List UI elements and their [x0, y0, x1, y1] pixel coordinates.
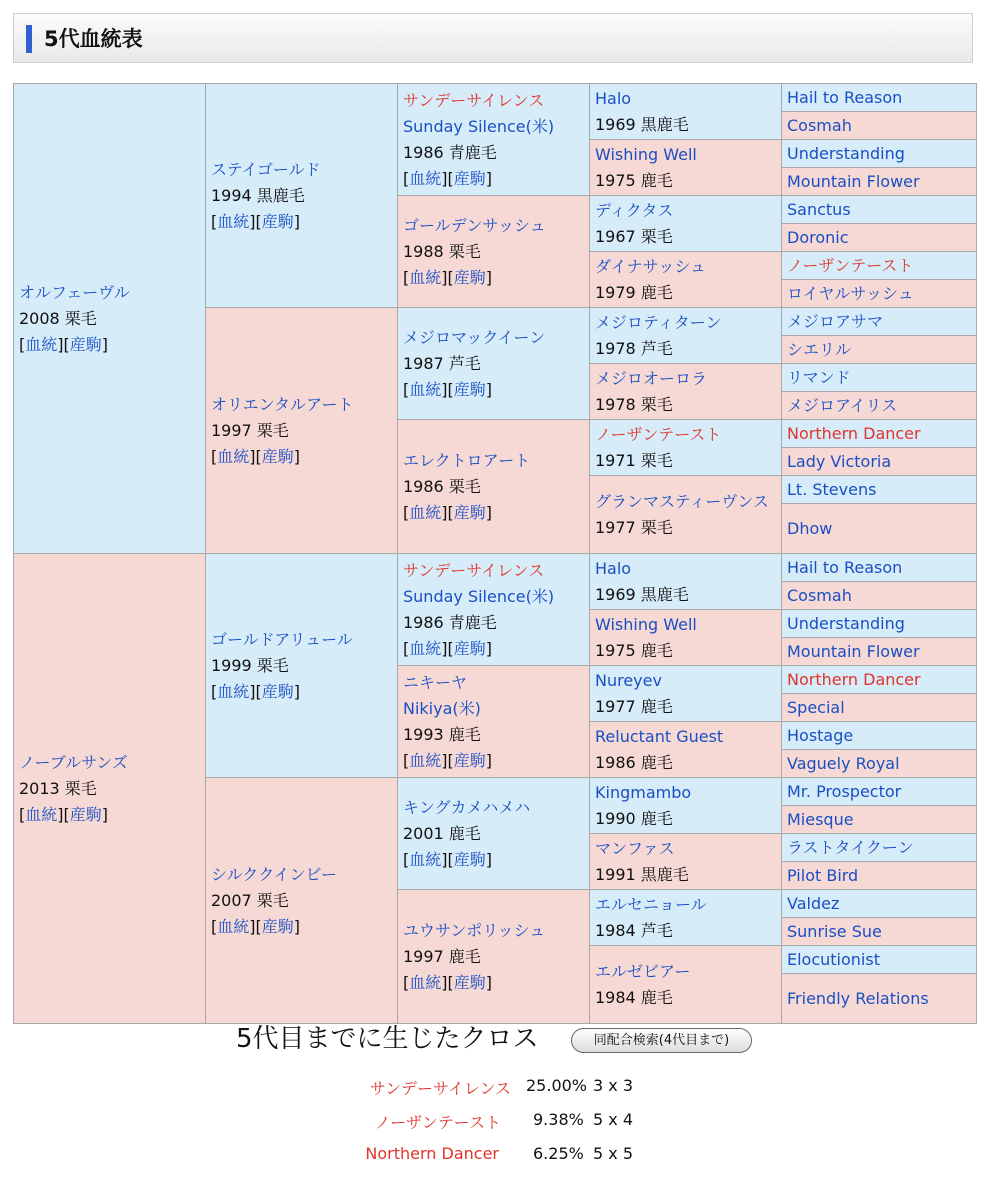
horse-name[interactable]: Miesque [787, 809, 854, 829]
pedigree-cell-gen5 [782, 84, 977, 112]
horse-name[interactable]: サンデーサイレンス [403, 90, 545, 110]
horse-name[interactable]: メジロティターン [595, 312, 722, 332]
horse-info: 1986 鹿毛 [595, 752, 673, 772]
pedigree-link[interactable]: 血統 [409, 168, 442, 188]
pedigree-cell-gen5 [782, 890, 977, 918]
horse-name[interactable]: ノーザンテースト [595, 424, 722, 444]
horse-name[interactable]: Doronic [787, 227, 849, 247]
pedigree-row [14, 554, 977, 582]
horse-name[interactable]: ノーブルサンズ [19, 752, 128, 772]
pedigree-cell-gen2 [206, 778, 398, 1024]
pedigree-cell-gen4 [590, 610, 782, 666]
horse-info: 1986 青鹿毛 [403, 142, 497, 162]
horse-info: 1975 鹿毛 [595, 170, 673, 190]
pedigree-cell-gen4 [590, 364, 782, 420]
pedigree-cell-gen2 [206, 84, 398, 308]
horse-name[interactable]: ダイナサッシュ [595, 256, 707, 276]
pedigree-link[interactable]: 血統 [217, 681, 250, 701]
horse-name[interactable]: Hostage [787, 725, 854, 745]
pedigree-links: [血統][産駒] [19, 804, 109, 824]
offspring-link[interactable]: 産駒 [453, 502, 486, 522]
cross-generation: 5 x 4 [593, 1110, 633, 1129]
pedigree-cell-gen5 [782, 694, 977, 722]
pedigree-links: [血統][産駒] [211, 446, 301, 466]
pedigree-cell-gen5 [782, 280, 977, 308]
pedigree-cell-gen5 [782, 806, 977, 834]
horse-info: 2007 栗毛 [211, 890, 289, 910]
cross-percent: 6.25% [533, 1144, 584, 1163]
offspring-link[interactable]: 産駒 [453, 168, 486, 188]
pedigree-row [14, 84, 977, 112]
horse-name[interactable]: Elocutionist [787, 949, 880, 969]
pedigree-links: [血統][産駒] [403, 379, 493, 399]
pedigree-cell-gen1 [14, 554, 206, 1024]
horse-name[interactable]: Hail to Reason [787, 87, 903, 107]
pedigree-cell-gen4 [590, 778, 782, 834]
pedigree-cell-gen3 [398, 196, 590, 308]
cross-title: 5代目までに生じたクロス [236, 1024, 539, 1054]
pedigree-cell-gen5 [782, 974, 977, 1024]
pedigree-links: [血統][産駒] [211, 211, 301, 231]
horse-info: 1969 黒鹿毛 [595, 584, 689, 604]
pedigree-cell-gen4 [590, 946, 782, 1024]
cross-generation: 5 x 5 [593, 1144, 633, 1163]
pedigree-links: [血統][産駒] [403, 267, 493, 287]
horse-name[interactable]: Halo [595, 88, 632, 108]
horse-name[interactable]: Wishing Well [595, 614, 697, 634]
offspring-link[interactable]: 産駒 [453, 379, 486, 399]
pedigree-cell-gen4 [590, 890, 782, 946]
horse-name[interactable]: Nureyev [595, 670, 662, 690]
horse-name[interactable]: ロイヤルサッシュ [787, 283, 914, 303]
pedigree-link[interactable]: 血統 [25, 334, 58, 354]
horse-name[interactable]: エルセニョール [595, 894, 707, 914]
offspring-link[interactable]: 産駒 [261, 916, 294, 936]
pedigree-cell-gen3 [398, 554, 590, 666]
horse-name[interactable]: オリエンタルアート [211, 394, 354, 414]
horse-name[interactable]: Understanding [787, 613, 905, 633]
horse-name[interactable]: ゴールデンサッシュ [403, 215, 546, 235]
pedigree-cell-gen5 [782, 834, 977, 862]
horse-name[interactable]: Halo [595, 558, 632, 578]
horse-info: 1990 鹿毛 [595, 808, 673, 828]
pedigree-links: [血統][産駒] [403, 972, 493, 992]
horse-name[interactable]: サンデーサイレンス [403, 560, 545, 580]
pedigree-cell-gen5 [782, 476, 977, 504]
section-header [13, 13, 973, 63]
horse-name[interactable]: Reluctant Guest [595, 726, 724, 746]
pedigree-cell-gen4 [590, 420, 782, 476]
horse-name[interactable]: Kingmambo [595, 782, 692, 802]
offspring-link[interactable]: 産駒 [453, 638, 486, 658]
pedigree-link[interactable]: 血統 [409, 849, 442, 869]
offspring-link[interactable]: 産駒 [453, 849, 486, 869]
horse-info: 1969 黒鹿毛 [595, 114, 689, 134]
pedigree-cell-gen5 [782, 504, 977, 554]
pedigree-links: [血統][産駒] [211, 681, 301, 701]
horse-info: 1987 芦毛 [403, 353, 481, 373]
pedigree-cell-gen5 [782, 224, 977, 252]
pedigree-cell-gen5 [782, 364, 977, 392]
pedigree-cell-gen4 [590, 834, 782, 890]
horse-name[interactable]: グランマスティーヴンス [595, 491, 769, 511]
horse-info: 1986 青鹿毛 [403, 612, 497, 632]
pedigree-link[interactable]: 血統 [409, 502, 442, 522]
horse-name[interactable]: Dhow [787, 518, 833, 538]
pedigree-cell-gen3 [398, 890, 590, 1024]
pedigree-link[interactable]: 血統 [25, 804, 58, 824]
pedigree-cell-gen3 [398, 84, 590, 196]
horse-info: 1967 栗毛 [595, 226, 673, 246]
pedigree-link[interactable]: 血統 [217, 446, 250, 466]
pedigree-cell-gen3 [398, 666, 590, 778]
horse-name[interactable]: ノーザンテースト [787, 255, 914, 275]
pedigree-cell-gen4 [590, 666, 782, 722]
cross-horse-name[interactable]: ノーザンテースト [374, 1113, 501, 1132]
pedigree-cell-gen4 [590, 140, 782, 196]
horse-name[interactable]: ディクタス [595, 200, 674, 220]
horse-name[interactable]: Hail to Reason [787, 557, 903, 577]
horse-info: 1977 栗毛 [595, 517, 673, 537]
horse-name[interactable]: シルククインビー [211, 864, 337, 884]
horse-name[interactable]: Cosmah [787, 115, 852, 135]
pedigree-cell-gen3 [398, 308, 590, 420]
horse-name[interactable]: Special [787, 697, 845, 717]
cross-generation: 3 x 3 [593, 1076, 633, 1095]
pedigree-cell-gen5 [782, 168, 977, 196]
page-title: 5代血統表 [44, 27, 143, 51]
offspring-link[interactable]: 産駒 [261, 681, 294, 701]
horse-info: 1991 黒鹿毛 [595, 864, 689, 884]
horse-info: 2001 鹿毛 [403, 823, 481, 843]
cross-horse-name[interactable]: サンデーサイレンス [369, 1079, 511, 1098]
horse-name[interactable]: オルフェーヴル [19, 282, 130, 302]
pedigree-cell-gen5 [782, 336, 977, 364]
horse-info: 1997 鹿毛 [403, 946, 481, 966]
pedigree-cell-gen4 [590, 308, 782, 364]
pedigree-cell-gen5 [782, 112, 977, 140]
horse-info: 1997 栗毛 [211, 420, 289, 440]
pedigree-cell-gen5 [782, 946, 977, 974]
horse-name[interactable]: ユウサンポリッシュ [403, 920, 546, 940]
horse-info: 1978 栗毛 [595, 394, 673, 414]
horse-name[interactable]: Northern Dancer [787, 669, 921, 689]
pedigree-cell-gen5 [782, 918, 977, 946]
horse-info: 1999 栗毛 [211, 655, 289, 675]
horse-name[interactable]: Vaguely Royal [787, 753, 900, 773]
pedigree-cell-gen5 [782, 722, 977, 750]
horse-info: 1977 鹿毛 [595, 696, 673, 716]
pedigree-cell-gen5 [782, 140, 977, 168]
pedigree-cell-gen5 [782, 420, 977, 448]
pedigree-cell-gen5 [782, 252, 977, 280]
pedigree-cell-gen4 [590, 252, 782, 308]
pedigree-cell-gen5 [782, 750, 977, 778]
horse-name[interactable]: メジロアサマ [787, 311, 884, 331]
horse-name[interactable]: ニキーヤ [403, 672, 468, 692]
pedigree-table [13, 83, 977, 1024]
pedigree-cell-gen3 [398, 420, 590, 554]
header-accent-bar [26, 25, 32, 53]
pedigree-links: [血統][産駒] [403, 750, 493, 770]
horse-name[interactable]: Mountain Flower [787, 171, 920, 191]
horse-name[interactable]: Mountain Flower [787, 641, 920, 661]
horse-name[interactable]: Wishing Well [595, 144, 697, 164]
horse-name[interactable]: Lt. Stevens [787, 479, 877, 499]
horse-info: 2008 栗毛 [19, 308, 97, 328]
pedigree-cell-gen2 [206, 554, 398, 778]
horse-info: 1986 栗毛 [403, 476, 481, 496]
pedigree-cell-gen5 [782, 392, 977, 420]
horse-name[interactable]: メジロアイリス [787, 395, 898, 415]
pedigree-link[interactable]: 血統 [409, 267, 442, 287]
horse-name[interactable]: Mr. Prospector [787, 781, 902, 801]
horse-name[interactable]: ステイゴールド [211, 159, 321, 179]
cross-percent: 9.38% [533, 1110, 584, 1129]
pedigree-cell-gen5 [782, 666, 977, 694]
cross-percent: 25.00% [526, 1076, 588, 1095]
pedigree-link[interactable]: 血統 [217, 916, 250, 936]
pedigree-links: [血統][産駒] [403, 849, 493, 869]
same-cross-search-button[interactable]: 同配合検索(4代目まで) [571, 1028, 752, 1053]
pedigree-links: [血統][産駒] [211, 916, 301, 936]
horse-name[interactable]: メジロマックイーン [403, 327, 546, 347]
horse-name[interactable]: リマンド [787, 367, 851, 387]
horse-name[interactable]: Sanctus [787, 199, 851, 219]
horse-name[interactable]: Pilot Bird [787, 865, 859, 885]
horse-info: 1979 鹿毛 [595, 282, 673, 302]
pedigree-cell-gen5 [782, 308, 977, 336]
horse-name[interactable]: Valdez [787, 893, 840, 913]
horse-name[interactable]: メジロオーロラ [595, 368, 708, 388]
horse-name[interactable]: エルゼビアー [595, 961, 691, 981]
horse-name-en[interactable]: Sunday Silence(米) [403, 586, 555, 606]
pedigree-links: [血統][産駒] [19, 334, 109, 354]
horse-info: 1993 鹿毛 [403, 724, 481, 744]
pedigree-link[interactable]: 血統 [409, 750, 442, 770]
pedigree-cell-gen5 [782, 610, 977, 638]
pedigree-cell-gen5 [782, 196, 977, 224]
offspring-link[interactable]: 産駒 [69, 804, 102, 824]
offspring-link[interactable]: 産駒 [261, 446, 294, 466]
pedigree-link[interactable]: 血統 [217, 211, 250, 231]
pedigree-cell-gen2 [206, 308, 398, 554]
pedigree-cell-gen5 [782, 582, 977, 610]
horse-info: 1978 芦毛 [595, 338, 673, 358]
horse-name[interactable]: Friendly Relations [787, 988, 929, 1008]
horse-info: 1975 鹿毛 [595, 640, 673, 660]
horse-name[interactable]: ラストタイクーン [787, 837, 914, 857]
pedigree-cell-gen5 [782, 448, 977, 476]
horse-name[interactable]: キングカメハメハ [403, 797, 531, 817]
pedigree-cell-gen4 [590, 476, 782, 554]
horse-info: 2013 栗毛 [19, 778, 97, 798]
pedigree-cell-gen5 [782, 554, 977, 582]
horse-name[interactable]: ゴールドアリュール [211, 629, 353, 649]
horse-name[interactable]: シエリル [787, 339, 852, 359]
horse-name-en[interactable]: Sunday Silence(米) [403, 116, 555, 136]
horse-info: 1994 黒鹿毛 [211, 185, 305, 205]
horse-info: 1988 栗毛 [403, 241, 481, 261]
horse-name[interactable]: Understanding [787, 143, 905, 163]
pedigree-cell-gen5 [782, 638, 977, 666]
pedigree-link[interactable]: 血統 [409, 638, 442, 658]
pedigree-cell-gen4 [590, 554, 782, 610]
pedigree-links: [血統][産駒] [403, 168, 493, 188]
pedigree-cell-gen4 [590, 84, 782, 140]
pedigree-cell-gen1 [14, 84, 206, 554]
horse-name[interactable]: Sunrise Sue [787, 921, 882, 941]
offspring-link[interactable]: 産駒 [453, 267, 486, 287]
pedigree-link[interactable]: 血統 [409, 379, 442, 399]
horse-name[interactable]: Cosmah [787, 585, 852, 605]
offspring-link[interactable]: 産駒 [69, 334, 102, 354]
pedigree-links: [血統][産駒] [403, 638, 493, 658]
horse-name[interactable]: エレクトロアート [403, 450, 531, 470]
horse-info: 1971 栗毛 [595, 450, 673, 470]
offspring-link[interactable]: 産駒 [453, 972, 486, 992]
pedigree-cell-gen4 [590, 196, 782, 252]
pedigree-cell-gen4 [590, 722, 782, 778]
offspring-link[interactable]: 産駒 [261, 211, 294, 231]
horse-name-en[interactable]: Nikiya(米) [403, 698, 481, 718]
pedigree-link[interactable]: 血統 [409, 972, 442, 992]
horse-name[interactable]: マンファス [595, 838, 675, 858]
horse-name[interactable]: Northern Dancer [787, 423, 921, 443]
pedigree-cell-gen5 [782, 778, 977, 806]
pedigree-cell-gen5 [782, 862, 977, 890]
horse-info: 1984 鹿毛 [595, 987, 673, 1007]
pedigree-links: [血統][産駒] [403, 502, 493, 522]
offspring-link[interactable]: 産駒 [453, 750, 486, 770]
cross-horse-name[interactable]: Northern Dancer [365, 1144, 499, 1163]
horse-name[interactable]: Lady Victoria [787, 451, 892, 471]
pedigree-cell-gen3 [398, 778, 590, 890]
horse-info: 1984 芦毛 [595, 920, 673, 940]
